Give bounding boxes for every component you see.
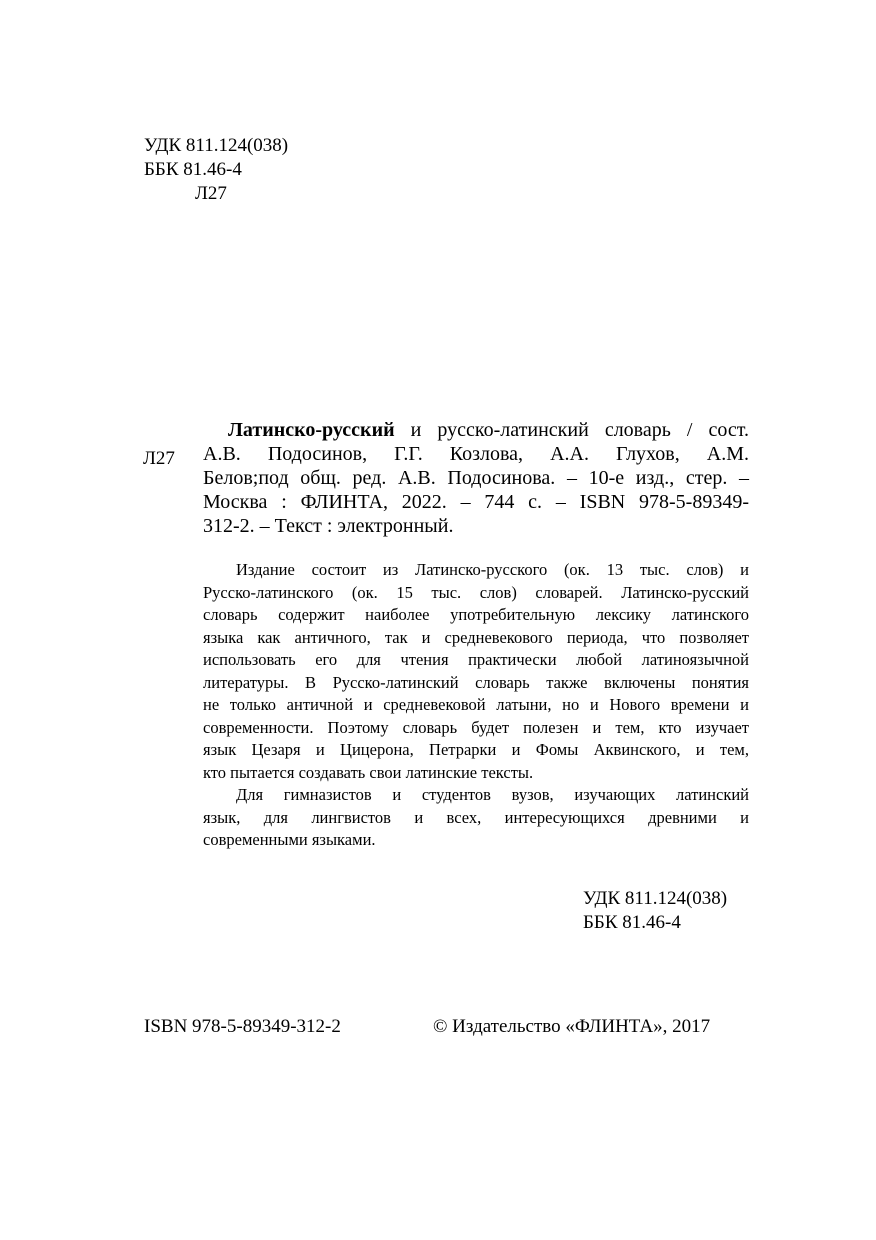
annotation-line: язык, для лингвистов и всех, интересующихся древними и xyxy=(203,807,749,827)
udk-code-bottom: УДК 811.124(038) xyxy=(583,888,728,909)
copyright-footer: © Издательство «ФЛИНТА», 2017 xyxy=(433,1016,711,1037)
bottom-classification-codes xyxy=(583,887,727,935)
biblio-line-1 xyxy=(203,418,749,442)
bbk-code-bottom: ББК 81.46-4 xyxy=(583,912,681,933)
annotation-line: словарь содержит наиболее употребительную лексику латинского xyxy=(203,605,749,624)
biblio-line-4: Москва : ФЛИНТА, 2022. – 744 с. – ISBN 978-5-89349- xyxy=(203,491,749,513)
annotation-line: не только античной и средневековой латыни, но и Нового времени и xyxy=(203,695,749,714)
bbk-code: ББК 81.46-4 xyxy=(144,159,242,180)
biblio-line-2: А.В. Подосинов, Г.Г. Козлова, А.А. Глухов, А.М. xyxy=(203,443,749,465)
annotation-line: использовать его для чтения практически любой латиноязычной xyxy=(203,650,749,669)
annotation-line: языка как античного, так и средневекового периода, что позволяет xyxy=(203,627,749,647)
biblio-line-5: 312-2. – Текст : электронный. xyxy=(203,515,454,537)
annotation-line: Для гимназистов и студентов вузов, изучающих латинский xyxy=(236,785,749,804)
annotation-line: литературы. В Русско-латинский словарь также включены понятия xyxy=(203,672,749,692)
biblio-title-bold: Латинско-русский xyxy=(228,419,395,441)
biblio-line-3: Белов;под общ. ред. А.В. Подосинова. – 10-е изд., стер. – xyxy=(203,467,749,489)
annotation-line: кто пытается создавать свои латинские тексты. xyxy=(203,762,534,782)
isbn-footer: ISBN 978-5-89349-312-2 xyxy=(144,1016,341,1037)
biblio-title-rest: и русско-латинский словарь / сост. xyxy=(394,419,749,441)
annotation-line: Русско-латинского (ок. 15 тыс. слов) словарей. Латинско-русский xyxy=(203,582,749,602)
annotation-line: Издание состоит из Латинско-русского (ок. 13 тыс. слов) и xyxy=(236,560,749,579)
cutter-code-top: Л27 xyxy=(195,183,227,204)
top-classification-codes xyxy=(144,134,288,182)
annotation-line: язык Цезаря и Цицерона, Петрарки и Фомы Аквинского, и тем, xyxy=(203,740,749,759)
annotation-line: современности. Поэтому словарь будет полезен и тем, кто изучает xyxy=(203,717,749,737)
annotation-line: современными языками. xyxy=(203,830,376,849)
cutter-code-side: Л27 xyxy=(143,448,175,469)
udk-code: УДК 811.124(038) xyxy=(144,135,289,156)
